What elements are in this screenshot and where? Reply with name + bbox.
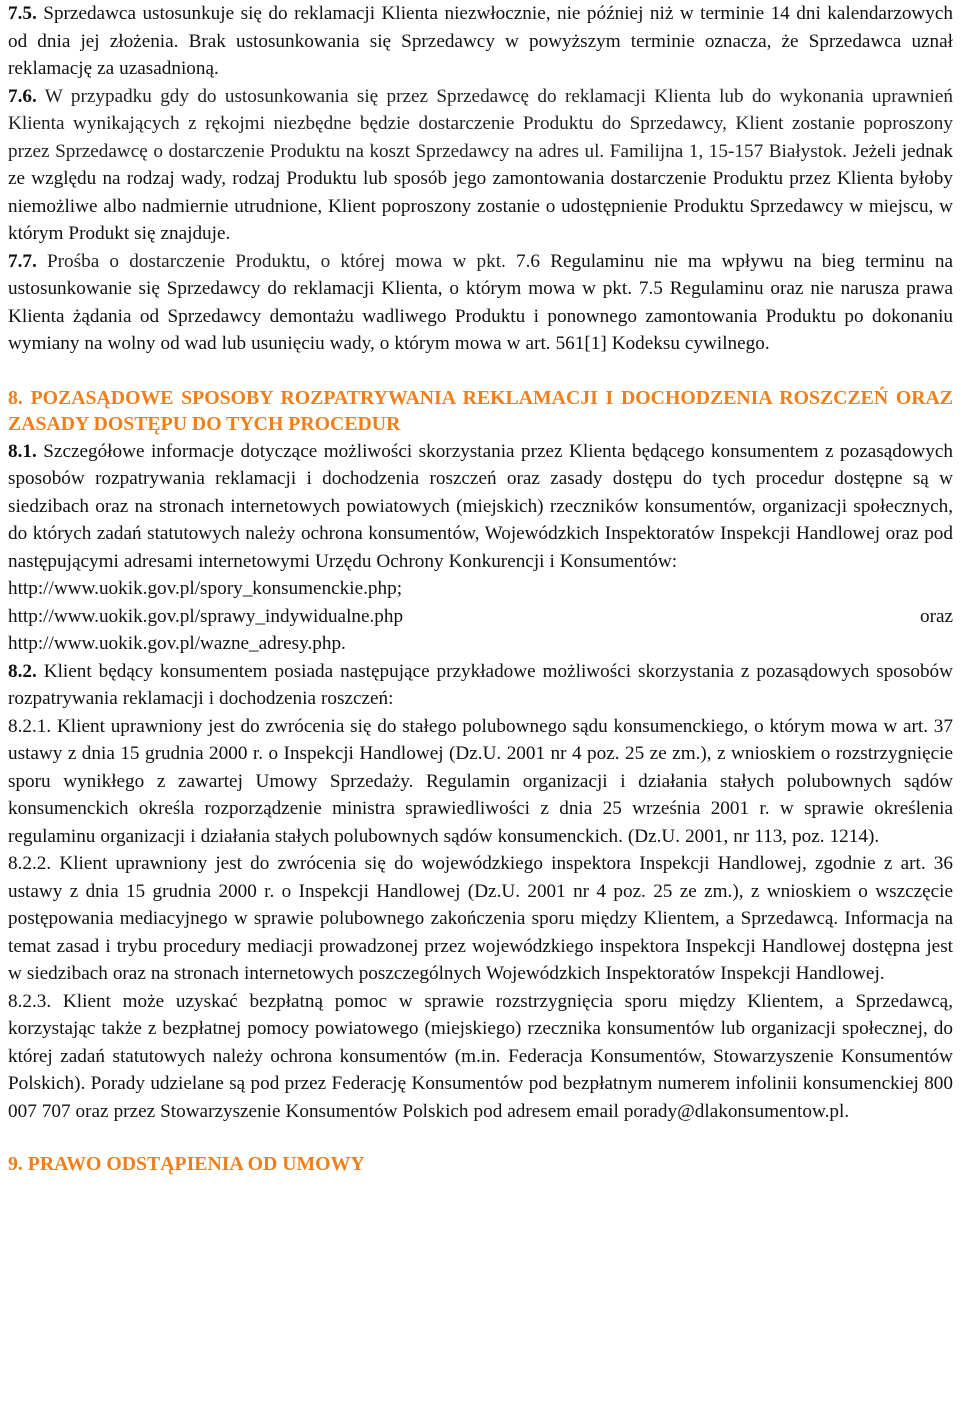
section-7-5: [8, 0, 953, 83]
section-7-7: [8, 248, 953, 358]
section-text-continued: 7.6 Regulaminu nie ma wpływu na bieg terminu na ustosunkowanie się Sprzedawcy do reklamacji Klienta, o którym mowa w pkt. 7.5 Regulaminu oraz nie narusza prawa Klienta żądania od Sprzedawcy demontażu wadliwego Produktu i ponownego zamontowania Produktu po dokonaniu wymiany na wolny od wad lub usunięciu wady, o którym mowa w art. 561[1] Kodeksu cywilnego.: [8, 250, 954, 354]
heading-section-8: 8. POZASĄDOWE SPOSOBY ROZPATRYWANIA REKLAMACJI I DOCHODZENIA ROSZCZEŃ ORAZ ZASADY DOSTĘPU DO TYCH PROCEDUR: [8, 386, 953, 435]
section-8-1: [8, 438, 953, 576]
section-text-continued: Jeżeli jednak ze względu na rodzaj wady, rodzaj Produktu lub sposób jego zamontowania dostarczenie Produktu przez Klienta byłoby niemożliwe albo nadmiernie utrudnione, Klient poproszony zostanie o udostępnienie Produktu Sprzedawcy w miejscu, w którym Produkt się znajduje.: [8, 140, 953, 244]
url-line-conjunction: oraz: [919, 605, 953, 627]
url-line: [8, 603, 953, 631]
section-text: Sprzedawca ustosunkuje się do reklamacji Klienta niezwłocznie, nie później niż w terminie 14 dni kalendarzowych od dnia jej złożenia. Brak ustosunkowania się Sprzedawcy w powyższym terminie oznacza, że Sprzedawca uznał reklamację za uzasadnioną.: [8, 3, 953, 79]
section-8-2-1: 8.2.1. Klient uprawniony jest do zwrócenia się do stałego polubownego sądu konsumenckiego, o którym mowa w art. 37 ustawy z dnia 15 grudnia 2000 r. o Inspekcji Handlowej (Dz.U. 2001 nr 4 poz. 25 ze zm.), z wnioskiem o rozstrzygnięcie sporu wynikłego z zawartej Umowy Sprzedaży. Regulamin organizacji i działania stałych polubownych sądów konsumenckich określa rozporządzenie ministra sprawiedliwości z dnia 25 września 2001 r. w sprawie określenia regulaminu organizacji i działania stałych polubownych sądów konsumenckich. (Dz.U. 2001, nr 113, poz. 1214).: [8, 715, 953, 847]
section-8-2: [8, 658, 953, 713]
section-text: Prośba o dostarczenie Produktu, o której mowa w pkt.: [36, 250, 506, 272]
section-number: 8.1.: [8, 440, 37, 462]
section-8-2-2: 8.2.2. Klient uprawniony jest do zwrócenia się do wojewódzkiego inspektora Inspekcji Handlowej, zgodnie z art. 36 ustawy z dnia 15 grudnia 2000 r. o Inspekcji Handlowej (Dz.U. 2001 nr 4 poz. 25 ze zm.), z wnioskiem o wszczęcie postępowania mediacyjnego w sprawie polubownego zakończenia sporu między Klientem, a Sprzedawcą. Informacja na temat zasad i trybu procedury mediacji prowadzonej przez wojewódzkiego inspektora Inspekcji Handlowej dostępna jest w siedzibach oraz na stronach internetowych poszczególnych Wojewódzkich Inspektoratów Inspekcji Handlowej.: [8, 853, 953, 984]
section-number: 7.5.: [8, 3, 37, 24]
url-uokik-adresy[interactable]: http://www.uokik.gov.pl/wazne_adresy.php.: [8, 633, 346, 654]
section-text: Szczegółowe informacje dotyczące możliwości skorzystania przez Klienta będącego konsumentem z pozasądowych sposobów rozpatrywania reklamacji i dochodzenia roszczeń oraz zasady dostępu do tych procedur dostępne są w siedzibach oraz na stronach internetowych powiatowych (miejskich) rzeczników konsumentów, organizacji społecznych, do których zadań statutowych należy ochrona konsumentów, Wojewódzkich Inspektoratów Inspekcji Handlowej oraz pod następującymi adresami internetowymi Urzędu Ochrony Konkurencji i Konsumentów:: [8, 440, 953, 572]
section-number: 7.7.: [8, 250, 37, 272]
section-text: Klient będący konsumentem posiada następujące przykładowe możliwości skorzystania z pozasądowych sposobów rozpatrywania reklamacji i dochodzenia roszczeń:: [8, 660, 953, 709]
url-uokik-spory[interactable]: http://www.uokik.gov.pl/spory_konsumenckie.php;: [8, 578, 403, 599]
section-number: 8.2.: [8, 660, 37, 682]
section-number: 7.6.: [8, 85, 37, 107]
section-text: W przypadku gdy do ustosunkowania się przez Sprzedawcę do reklamacji Klienta lub do wykonania uprawnień Klienta wynikających z rękojmi niezbędne będzie dostarczenie Produktu do Sprzedawcy, Klient zostanie poproszony przez Sprzedawcę o dostarczenie Produktu na koszt Sprzedawcy na adres ul. Familijna 1, 15-157 Białystok.: [8, 85, 953, 162]
heading-section-9: 9. PRAWO ODSTĄPIENIA OD UMOWY: [8, 1153, 365, 1175]
section-8-2-3: 8.2.3. Klient może uzyskać bezpłatną pomoc w sprawie rozstrzygnięcia sporu między Klientem, a Sprzedawcą, korzystając także z bezpłatnej pomocy powiatowego (miejskiego) rzecznika konsumentów lub organizacji społecznej, do której zadań statutowych należy ochrona konsumentów (m.in. Federacja Konsumentów, Stowarzyszenie Konsumentów Polskich). Porady udzielane są pod przez Federację Konsumentów pod bezpłatnym numerem infolinii konsumenckiej 800 007 707 oraz przez Stowarzyszenie Konsumentów Polskich pod adresem email porady@dlakonsumentow.pl.: [8, 990, 953, 1122]
document-page: [8, 0, 953, 1178]
section-7-6: [8, 83, 953, 248]
url-uokik-sprawy[interactable]: http://www.uokik.gov.pl/sprawy_indywidualne.php: [8, 605, 404, 627]
